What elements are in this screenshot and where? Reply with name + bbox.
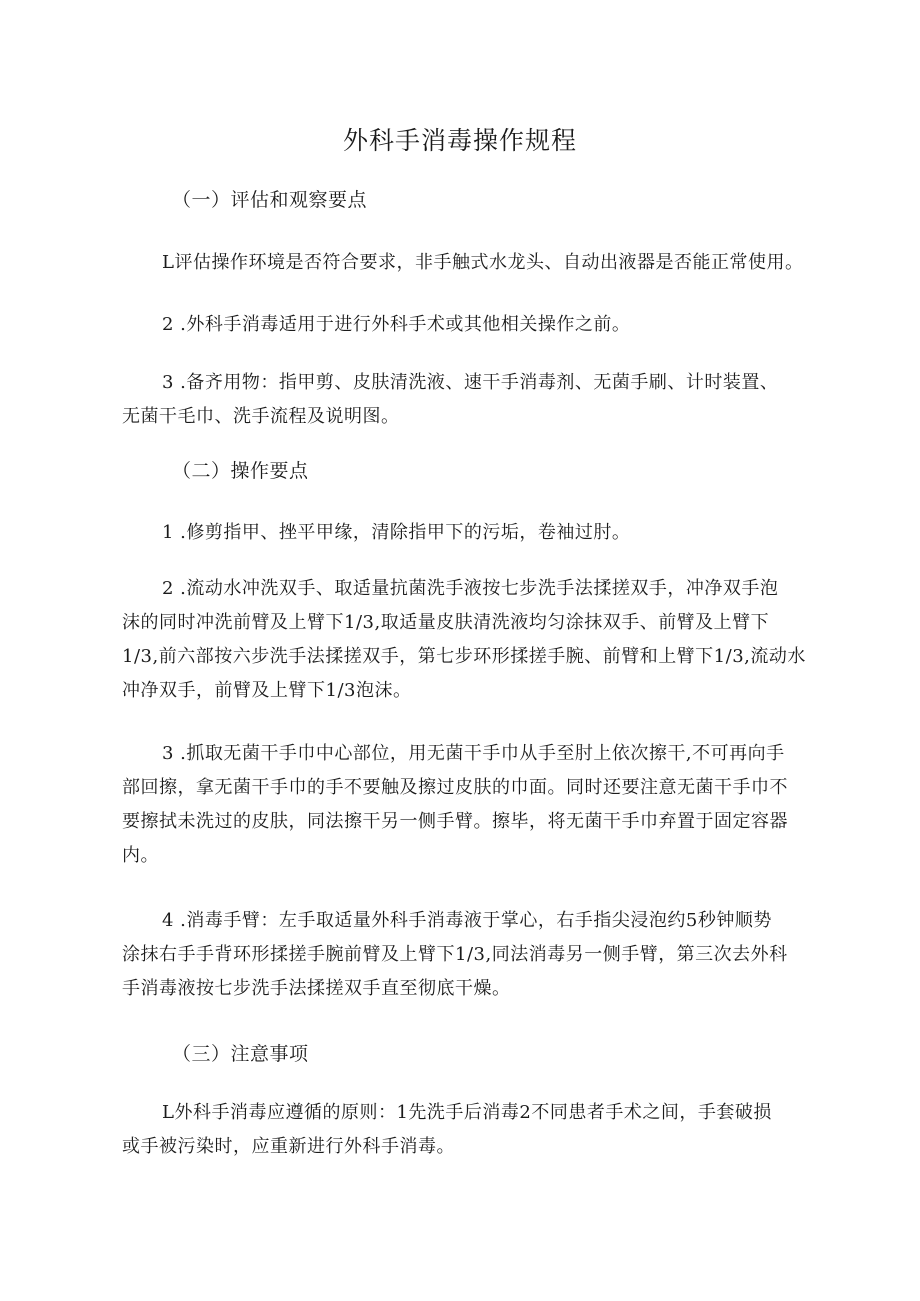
paragraph-line: 内。 bbox=[122, 845, 159, 866]
paragraph-line: 沫的同时冲洗前臂及上臂下1/3,取适量皮肤清洗液均匀涂抹双手、前臂及上臂下 bbox=[122, 612, 770, 633]
paragraph-line: 要擦拭未洗过的皮肤，同法擦干另一侧手臂。擦毕，将无菌干手巾弃置于固定容器 bbox=[122, 811, 788, 832]
paragraph-line: 1/3,前六部按六步洗手法揉搓双手，第七步环形揉搓手腕、前臂和上臂下1/3,流动水 bbox=[122, 646, 806, 667]
section-heading-assessment: （一）评估和观察要点 bbox=[172, 189, 368, 211]
paragraph-line: L评估操作环境是否符合要求，非手触式水龙头、自动出液器是否能正常使用。 bbox=[162, 252, 804, 273]
paragraph-line: 3 .备齐用物：指甲剪、皮肤清洗液、速干手消毒剂、无菌手刷、计时装置、 bbox=[162, 372, 779, 393]
paragraph-line: 2 .外科手消毒适用于进行外科手术或其他相关操作之前。 bbox=[162, 314, 631, 335]
paragraph-2-4 bbox=[122, 904, 852, 1006]
paragraph-line: 涂抹右手手背环形揉搓手腕前臂及上臂下1/3,同法消毒另一侧手臂，第三次去外科 bbox=[122, 944, 788, 965]
paragraph-1-1 bbox=[122, 246, 852, 280]
paragraph-2-1 bbox=[122, 516, 852, 550]
paragraph-1-2 bbox=[122, 308, 852, 342]
document-title: 外科手消毒操作规程 bbox=[342, 126, 577, 155]
paragraph-line: 4 .消毒手臂：左手取适量外科手消毒液于掌心，右手指尖浸泡约5秒钟顺势 bbox=[162, 910, 772, 931]
paragraph-line: 手消毒液按七步洗手法揉搓双手直至彻底干燥。 bbox=[122, 978, 511, 999]
paragraph-line: 或手被污染时，应重新进行外科手消毒。 bbox=[122, 1136, 455, 1157]
paragraph-line: 2 .流动水冲洗双手、取适量抗菌洗手液按七步洗手法揉搓双手，冲净双手泡 bbox=[162, 578, 779, 599]
paragraph-line: 无菌干毛巾、洗手流程及说明图。 bbox=[122, 406, 400, 427]
paragraph-line: 部回擦，拿无菌干手巾的手不要触及擦过皮肤的巾面。同时还要注意无菌干手巾不 bbox=[122, 777, 788, 798]
section-heading-operation: （二）操作要点 bbox=[172, 460, 309, 482]
paragraph-line: L外科手消毒应遵循的原则：1先洗手后消毒2不同患者手术之间，手套破损 bbox=[162, 1102, 772, 1123]
paragraph-1-3 bbox=[122, 366, 852, 434]
paragraph-3-1 bbox=[122, 1096, 852, 1164]
paragraph-2-3 bbox=[122, 737, 852, 873]
paragraph-line: 1 .修剪指甲、挫平甲缘，清除指甲下的污垢，卷袖过肘。 bbox=[162, 522, 631, 543]
section-heading-precautions: （三）注意事项 bbox=[172, 1043, 309, 1065]
paragraph-line: 冲净双手，前臂及上臂下1/3泡沫。 bbox=[122, 680, 412, 701]
paragraph-2-2 bbox=[122, 572, 852, 708]
paragraph-line: 3 .抓取无菌干手巾中心部位，用无菌干手巾从手至肘上依次擦干,不可再向手 bbox=[162, 743, 785, 764]
